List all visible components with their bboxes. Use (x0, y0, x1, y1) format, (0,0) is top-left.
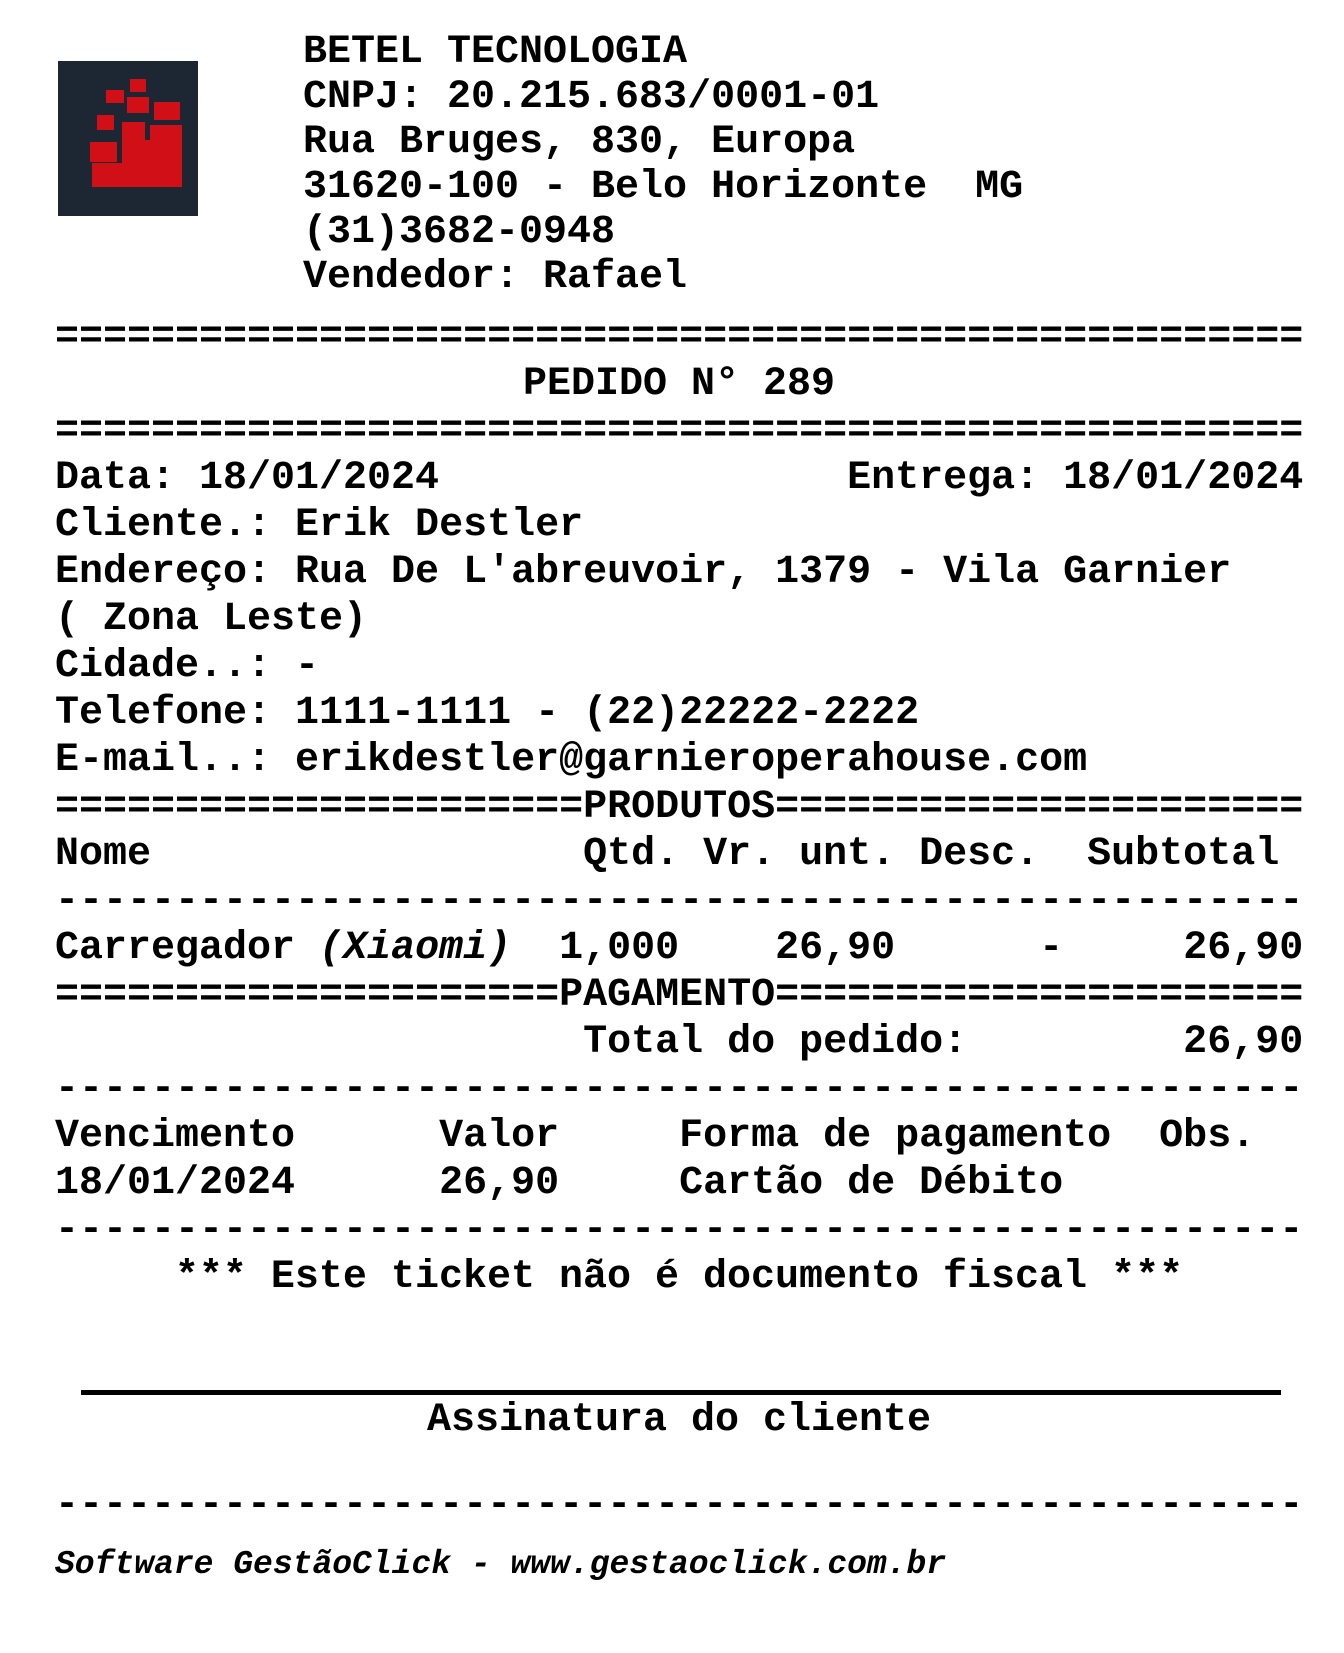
product-row (55, 925, 1334, 972)
pagamento-separator: =====================PAGAMENTO====================== (55, 973, 1304, 1018)
company-cnpj: CNPJ: 20.215.683/0001-01 (303, 75, 880, 120)
separator-title-bottom: ==================================================== (55, 409, 1304, 454)
payment-columns-header: Vencimento Valor Forma de pagamento Obs. (55, 1114, 1256, 1159)
footer-divider: ---------------------------------------------------- (55, 1483, 1304, 1528)
signature-label: Assinatura do cliente (426, 1398, 932, 1443)
order-title: PEDIDO N° 289 (522, 362, 836, 407)
city-line: Cidade..: - (55, 644, 320, 689)
products-divider: ---------------------------------------------------- (55, 879, 1304, 924)
separator-top: ==================================================== (55, 315, 1304, 360)
company-logo-icon (58, 61, 198, 216)
fiscal-note: *** Este ticket não é documento fiscal *** (174, 1255, 1184, 1300)
email-line: E-mail..: erikdestler@garnieroperahouse.com (55, 738, 1088, 783)
payment-divider-bottom: ---------------------------------------------------- (55, 1208, 1304, 1253)
products-columns-header: Nome Qtd. Vr. unt. Desc. Subtotal (55, 832, 1280, 877)
company-info (303, 30, 1334, 300)
product-name: Carregador (55, 926, 320, 971)
company-seller: Vendedor: Rafael (303, 255, 688, 300)
client-line: Cliente.: Erik Destler (55, 503, 584, 548)
order-total-line: Total do pedido: 26,90 (55, 1020, 1304, 1065)
address-line: Endereço: Rua De L'abreuvoir, 1379 - Vila Garnier (55, 550, 1232, 595)
company-phone: (31)3682-0948 (303, 210, 616, 255)
order-date-line: Data: 18/01/2024 Entrega: 18/01/2024 (55, 456, 1304, 501)
receipt-header (55, 0, 1334, 300)
address-line-2: ( Zona Leste) (55, 597, 368, 642)
payment-row: 18/01/2024 26,90 Cartão de Débito (55, 1161, 1064, 1206)
receipt-body (55, 314, 1334, 1588)
company-street: Rua Bruges, 830, Europa (303, 120, 856, 165)
signature-line (81, 1390, 1281, 1395)
company-city: 31620-100 - Belo Horizonte MG (303, 165, 1024, 210)
phone-line: Telefone: 1111-1111 - (22)22222-2222 (55, 691, 920, 736)
company-name: BETEL TECNOLOGIA (303, 30, 688, 75)
produtos-separator: ======================PRODUTOS====================== (55, 785, 1304, 830)
payment-divider-top: ---------------------------------------------------- (55, 1067, 1304, 1112)
software-credit: Software GestãoClick - www.gestaoclick.com.br (55, 1546, 947, 1583)
product-values: 1,000 26,90 - 26,90 (511, 926, 1304, 971)
product-brand: (Xiaomi) (319, 926, 512, 971)
